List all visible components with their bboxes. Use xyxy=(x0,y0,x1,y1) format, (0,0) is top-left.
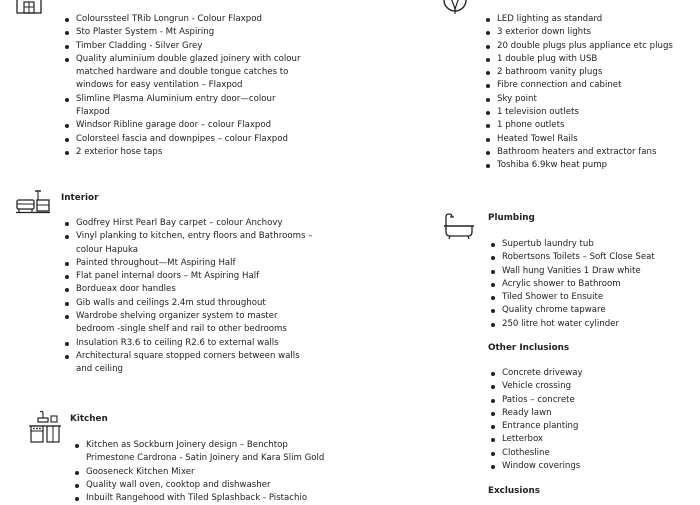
electrical-list xyxy=(483,13,693,173)
list-item: Heated Towel Rails xyxy=(483,133,693,146)
other-inclusions-list xyxy=(488,367,693,473)
other-inclusions-section xyxy=(488,367,693,473)
list-item: Sto Plaster System - Mt Aspiring xyxy=(62,26,312,39)
list-item: Clothesline xyxy=(488,447,693,460)
list-item: Bordueax door handles xyxy=(62,283,317,296)
list-item: Window coverings xyxy=(488,460,693,473)
list-item: LED lighting as standard xyxy=(483,13,693,26)
list-item: Sky point xyxy=(483,93,693,106)
list-item: Wall hung Vanities 1 Draw white xyxy=(488,265,693,278)
plumbing-heading: Plumbing xyxy=(488,213,535,223)
exterior-list xyxy=(62,13,312,159)
list-item: Slimline Plasma Aluminium entry door—colour Flaxpod xyxy=(62,93,312,120)
list-item: Wardrobe shelving organizer system to master bedroom -single shelf and rail to other bedrooms xyxy=(62,310,317,337)
list-item: Colourssteel TRib Longrun - Colour Flaxpod xyxy=(62,13,312,26)
house-icon xyxy=(14,0,44,16)
list-item: Architectural square stopped corners between walls and ceiling xyxy=(62,350,317,377)
lightbulb-icon xyxy=(440,0,470,16)
list-item: Kitchen as Sockburn Joinery design – Benchtop Primestone Cardrona - Satin Joinery and Kara Slim Gold xyxy=(72,439,327,466)
kitchen-heading: Kitchen xyxy=(70,414,108,424)
list-item: Vehicle crossing xyxy=(488,380,693,393)
list-item: 20 double plugs plus appliance etc plugs xyxy=(483,40,693,53)
list-item: Concrete driveway xyxy=(488,367,693,380)
list-item: Letterbox xyxy=(488,433,693,446)
exterior-section xyxy=(62,13,312,159)
kitchen-section xyxy=(72,439,327,505)
list-item: Timber Cladding - Silver Grey xyxy=(62,40,312,53)
electrical-section xyxy=(483,13,693,173)
list-item: Flat panel internal doors – Mt Aspiring Half xyxy=(62,270,317,283)
list-item: Patios – concrete xyxy=(488,394,693,407)
list-item: Quality chrome tapware xyxy=(488,304,693,317)
kitchen-list xyxy=(72,439,327,505)
list-item: Colorsteel fascia and downpipes – colour Flaxpod xyxy=(62,133,312,146)
list-item: 1 double plug with USB xyxy=(483,53,693,66)
list-item: 250 litre hot water cylinder xyxy=(488,318,693,331)
list-item: Gib walls and ceilings 2.4m stud throughout xyxy=(62,297,317,310)
list-item: Acrylic shower to Bathroom xyxy=(488,278,693,291)
list-item: Tiled Shower to Ensuite xyxy=(488,291,693,304)
other-inclusions-heading: Other Inclusions xyxy=(488,343,570,353)
list-item: Quality aluminium double glazed joinery with colour matched hardware and double tongue catches to windows for easy ventilation – Flaxpod xyxy=(62,53,312,93)
plumbing-list xyxy=(488,238,693,331)
list-item: Quality wall oven, cooktop and dishwasher xyxy=(72,479,327,492)
list-item: Toshiba 6.9kw heat pump xyxy=(483,159,693,172)
interior-heading: Interior xyxy=(61,193,99,203)
list-item: Vinyl planking to kitchen, entry floors and Bathrooms – colour Hapuka xyxy=(62,230,317,257)
plumbing-section xyxy=(488,238,693,331)
list-item: Bathroom heaters and extractor fans xyxy=(483,146,693,159)
list-item: 2 bathroom vanity plugs xyxy=(483,66,693,79)
list-item: Gooseneck Kitchen Mixer xyxy=(72,466,327,479)
interior-list xyxy=(62,217,317,377)
kitchen-icon xyxy=(27,410,63,444)
list-item: Windsor Ribline garage door – colour Flaxpod xyxy=(62,119,312,132)
list-item: Ready lawn xyxy=(488,407,693,420)
list-item: 1 television outlets xyxy=(483,106,693,119)
list-item: Entrance planting xyxy=(488,420,693,433)
list-item: Insulation R3.6 to ceiling R2.6 to external walls xyxy=(62,337,317,350)
list-item: 2 exterior hose taps xyxy=(62,146,312,159)
list-item: 3 exterior down lights xyxy=(483,26,693,39)
exclusions-heading: Exclusions xyxy=(488,486,540,496)
list-item: Robertsons Toilets – Soft Close Seat xyxy=(488,251,693,264)
list-item: 1 phone outlets xyxy=(483,119,693,132)
list-item: Painted throughout—Mt Aspiring Half xyxy=(62,257,317,270)
living-room-icon xyxy=(15,188,51,214)
list-item: Fibre connection and cabinet xyxy=(483,79,693,92)
interior-section xyxy=(62,217,317,377)
list-item: Godfrey Hirst Pearl Bay carpet – colour Anchovy xyxy=(62,217,317,230)
bathtub-icon xyxy=(442,212,476,240)
list-item: Supertub laundry tub xyxy=(488,238,693,251)
list-item: Inbuilt Rangehood with Tiled Splashback - Pistachio xyxy=(72,492,327,505)
